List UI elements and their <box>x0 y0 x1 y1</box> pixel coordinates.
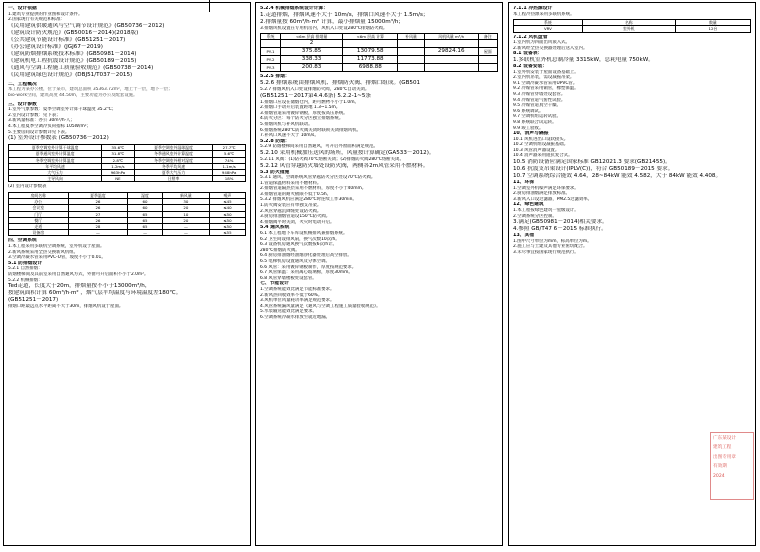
exhaust-item: (GB51251－2017第4.4.6条) 5.2.2-1~5条 <box>260 92 372 99</box>
exhaust-item: 5.2.7 排烟风机入口处设排烟防火阀，280℃自动关闭。 <box>260 86 370 92</box>
vent-item: 七、节能设计 <box>260 281 289 287</box>
vent-item: 6.3 设备机房通风换气次数按6次/h计。 <box>260 242 337 248</box>
exhaust-item: 2.排烟口手动开启装置距地 1.3~1.5m。 <box>260 105 341 111</box>
table-row: 大气压力 963hPa 夏季大气压力 948hPa <box>9 169 246 175</box>
vent-item: 6.6 风管：采用镀锌钢板制作，厚度按规范要求。 <box>260 264 357 270</box>
table-row: PY-1 375.85 13079.58 29824.16 屋面 <box>261 48 498 56</box>
calc-item: 2.排烟量按 60m³/h·m² 计算，最小排烟量 15000m³/h； <box>260 18 405 25</box>
table-header-row: 房间名称 夏季温度 湿度 新风量 噪声 <box>9 192 246 198</box>
stamp-line: 出图专用章 <box>713 454 736 460</box>
pressurization-item: 5.2.9 防烟楼梯间采用自然通风，可开启外窗面积满足规范。 <box>260 144 378 150</box>
param-item: 5.主要房间设计参数详见下表。 <box>8 129 70 135</box>
smoke-item: 防烟楼梯间及其前室采用自然通风方式，外窗可开启面积不小于2.0m²。 <box>8 271 149 277</box>
table-row: PY-2 338.33 11773.88 <box>261 56 498 64</box>
source-text: 本工程冷热源采用多联机系统。 <box>513 11 575 17</box>
table-row: 办公 26 60 30 ≤45 <box>9 199 246 205</box>
ref-item: 《民用建筑绿色设计规范》(DBJ51/T037－2015) <box>8 71 133 78</box>
note-line: 13、其他 <box>513 233 535 239</box>
exhaust-heading: 5.2.5 排烟： <box>260 74 290 80</box>
note-line: 12、绿色建筑 <box>513 202 544 208</box>
note-line: 3.未尽事宜按国家现行规范执行。 <box>513 250 579 255</box>
pressurization-item: 5.2.10 采用机械加压送风的场所，风量按计算确定(GA533－2012)。 <box>260 149 435 156</box>
ref-item: 《民用建筑供暖通风与空气调节设计规范》(GB50736－2012) <box>8 22 165 29</box>
table-header-row: 系统 <6m 层高 排烟量 <6m 层高 计算 补风量 风机风量 m³/h 备注 <box>261 34 498 40</box>
smoke-item: 按建筑面积计算 60m³/h·m² ，烟气层平均温度与环境温度差180℃。 <box>8 290 182 297</box>
table-row: 设备房 — — — ≤55 <box>9 230 246 236</box>
exhaust-item: 5.排烟风机与补风机联动。 <box>260 121 313 127</box>
approval-stamp <box>710 432 754 500</box>
fire-item: 2.排烟管道隔热层采用不燃材料，厚度不小于40mm。 <box>260 186 367 192</box>
stamp-line: 有效期 <box>713 464 727 470</box>
exhaust-item: 3.排烟管道采用镀锌钢板，厚度按高压系统。 <box>260 110 348 116</box>
exhaust-item: 1.排烟口应设在储烟仓内，距可燃物不小于1.0m。 <box>260 99 359 105</box>
exhaust-item: 7.补风口风速不大于 10m/s。 <box>260 133 319 139</box>
table-row: 会议室 26 60 20 ≤40 <box>9 205 246 211</box>
vent-item: 6.5 电梯机房设置通风及分体空调。 <box>260 259 330 265</box>
fire-item: 4.排烟阀平时关闭，火灾时电动开启。 <box>260 219 335 225</box>
notes-column-1 <box>3 2 251 546</box>
table-row: 门厅 27 65 10 ≤50 <box>9 211 246 217</box>
system-item: 3.空调冷凝水管采用PVC-U管，坡度不小于0.01。 <box>8 255 106 261</box>
note-line: 10.5 消防设备应满足国家标准 GB12021.3 要求(GB21455)。 <box>513 159 671 166</box>
note-line: 10.6 抗震支吊架设计(IPLV(C))，符合 GB50189－2015 要求。 <box>513 166 674 173</box>
note-line: 3.新风入口设过滤器，PM2.5过滤效率。 <box>513 196 593 202</box>
note-line: 8.1 设备表： <box>513 51 543 57</box>
ref-item: 《建筑机电工程抗震设计规范》(GB50189－2015) <box>8 57 137 64</box>
system-item: 1.本工程采用多联机空调系统，室外机设于屋面。 <box>8 243 105 249</box>
smoke-item: 5.2.1 自然排烟： <box>8 266 43 272</box>
table-row: VRV 室外机 12台 <box>514 26 751 32</box>
system-item: 2.新风系统采用全热交换新风机组。 <box>8 249 79 255</box>
note-line: 9.1 空调冷凝水管采用UPVC管。 <box>513 80 578 86</box>
note-line: 1.室外机安装于屋面设备基础上。 <box>513 69 579 75</box>
fire-item: 1.防火阀安装应有单独支吊架。 <box>260 203 322 209</box>
exhaust-item: 4.防火分区：每个防火分区独立排烟系统。 <box>260 116 344 122</box>
note-line: 9.5 冷媒管道真空干燥。 <box>513 103 561 109</box>
vent-item: 6.4 厨房排油烟经油烟净化器处理后高空排放。 <box>260 253 352 259</box>
ref-item: 《办公建筑设计标准》(JGJ67－2019) <box>8 43 103 50</box>
stamp-line: 2024 <box>713 473 725 479</box>
table-row: 年平均风速 1.2m/s 冬季平均风速 1.1m/s <box>9 163 246 169</box>
param-item: 4.本工程夏季空调冷负荷指标 105W/m²； <box>8 123 91 129</box>
vent-item: 5.水泵输送能效比满足要求。 <box>260 309 317 315</box>
note-line: 4.参照 GB/T47 6－2015 标准执行。 <box>513 226 607 233</box>
smoke-item: (GB51251－2017) <box>8 297 59 304</box>
param-item: 2.室内设计参数：见下表； <box>8 112 61 118</box>
stamp-line: 建筑工程 <box>713 445 732 451</box>
note-line: 2.新风经全热交换器处理后送入室内。 <box>513 45 588 51</box>
fcu-heading: 7.1.2 风机盘管 <box>513 34 548 40</box>
note-line: 10.2 空调机组设减振基础。 <box>513 142 569 148</box>
note-line: 1.空调室外机噪声满足环保要求。 <box>513 185 579 191</box>
exhaust-item: 5.2.6 排烟系统由排烟风机、排烟防火阀、排烟口组成。(GB501 <box>260 79 421 86</box>
ref-item: 2.国家现行有关规范和标准： <box>8 17 65 23</box>
note-line: 10.1 风机进出口设软接头。 <box>513 136 569 142</box>
smoke-item: 5.2.2 机械排烟： <box>8 277 43 283</box>
exhaust-item: 6.排烟系统280℃防火阀关闭时联锁关闭排烟风机。 <box>260 127 361 133</box>
ref-item: 1.建筑专业提供的作业图和设计条件。 <box>8 11 83 17</box>
note-line: 9.2 冷媒管采用铜管，橡塑保温。 <box>513 86 579 92</box>
note-line: 10、消声与隔振 <box>513 131 549 137</box>
ref-item: 《建筑防烟排烟系统技术标准》(GB50981－2014) <box>8 50 137 57</box>
ref-item: 《公共建筑节能设计标准》(GB51251－2017) <box>8 36 126 43</box>
project-text: 本工程为某办公楼，位于某市，建筑总面积 35363.72m²，地上十一层，地下一层； <box>8 87 173 93</box>
equipment-table <box>513 19 751 32</box>
table-sub-row: 2 <box>261 40 498 48</box>
system-heading: 四、空调系统 <box>8 238 37 244</box>
indoor-params-table <box>8 192 246 236</box>
pressurization-heading: 5.2.8 防烟： <box>260 138 290 144</box>
vent-item: 6.2 卫生间设排风扇，换气次数10次/h。 <box>260 236 340 242</box>
note-line: 1.本工程按绿色建筑一星级设计。 <box>513 208 579 214</box>
note-line: 2.施工应与土建及其他专业密切配合。 <box>513 244 588 250</box>
design-basis-heading: 一、设计依据 <box>8 6 37 11</box>
table-row: 夏季通风室外计算温度 31.8℃ 冬季通风室外计算温度 5.6℃ <box>9 151 246 157</box>
stamp-line: 广东某设计 <box>713 436 736 441</box>
table-row: 走道 28 65 — ≤50 <box>9 223 246 229</box>
note-line: 11、环保 <box>513 180 535 186</box>
params-heading: 三、设计参数 <box>8 101 37 107</box>
note-line: 8.2 设备安装： <box>513 63 548 69</box>
vent-item: 6.空调系统冷凝水排放至就近地漏。 <box>260 314 331 320</box>
note-line: 2.厨房排油烟满足排放标准。 <box>513 191 570 197</box>
table1-title: (1) 室外设计参数表 (GB50736－2012) <box>8 135 109 142</box>
note-line: 1.室内机为四面出风嵌入式。 <box>513 40 570 46</box>
note-line: 10.3 风管消声器设置。 <box>513 147 560 153</box>
exhaust-calc-table <box>260 33 498 72</box>
outdoor-params-table <box>8 144 246 182</box>
vent-item: 2.新风热回收效率不低于60%。 <box>260 292 323 298</box>
notes-column-2 <box>255 2 503 546</box>
note-line: 3.满足(GB50981－2014)相关要求。 <box>513 219 608 226</box>
note-line: 9.7 空调机组运转试验。 <box>513 114 561 120</box>
vent-item: 6.8 风管穿墙楼板处设套管。 <box>260 275 317 281</box>
note-line: 2.空调系统分区控制。 <box>513 213 557 219</box>
table-row: 冬季空调室外计算温度 2.8℃ 冬季空调室外相对湿度 74% <box>9 157 246 163</box>
note-line: 9.3 冷媒管穿墙处设套管。 <box>513 91 566 97</box>
ref-list <box>8 12 246 79</box>
vent-item: 6.7 风管保温：采用离心玻璃棉，厚度30mm。 <box>260 270 353 276</box>
fire-item: 5.4 通风系统 <box>260 225 290 231</box>
fire-heading: 5.3 防火措施 <box>260 169 290 175</box>
smoke-heading: 5.1 防排烟设计 <box>8 260 43 266</box>
table-row: 主导风向 NE 日照率 18% <box>9 176 246 182</box>
table2-title: (2) 室内设计参数表 <box>8 184 47 190</box>
smoke-item: 排烟口距最远点水平距离不大于30m，排烟风机设于屋面。 <box>8 304 124 310</box>
note-line: 1.图中尺寸单位为mm，标高单位为m。 <box>513 238 592 244</box>
note-line: 9.6 系统调试。 <box>513 108 544 114</box>
project-text: bio-work空间，建筑高度 44.50m，主要功能为办公及配套设施。 <box>8 92 138 98</box>
note-line: 9.9 竣工验收。 <box>513 125 544 131</box>
fire-item: 3.排烟管道的耐火极限不低于0.5h。 <box>260 191 332 197</box>
fire-item: 3.厨房排油烟管道设150℃防火阀。 <box>260 214 331 220</box>
param-item: 3.新风量标准：办公 30m³/h·人； <box>8 118 75 124</box>
fire-item: 2.风管穿越沉降缝处设防火阀。 <box>260 208 322 214</box>
project-heading: 二、工程概况 <box>8 81 37 87</box>
table-header-row: 系统 名称 数量 <box>514 20 751 26</box>
note-line: 9.8 系统联合试运转。 <box>513 119 557 125</box>
table-row: 夏季空调室外计算干球温度 35.6℃ 夏季空调室外湿球温度 27.7℃ <box>9 145 246 151</box>
ref-item: 《通风与空调工程施工质量验收规范》(GB50738－2014) <box>8 64 154 71</box>
table-row: 餐厅 26 65 20 ≤50 <box>9 217 246 223</box>
table-row: PY-3 200.83 6988.88 <box>261 64 498 72</box>
vent-item: 6.1 本工程地下车库设机械排风兼排烟系统。 <box>260 231 348 237</box>
note-line: 9.4 冷媒管道气密性试验。 <box>513 97 566 103</box>
source-heading: 7.1.1 冷热源设计 <box>513 6 553 11</box>
calc-item: 3.排烟风机设置在专用机房内，风机入口处设280℃排烟防火阀。 <box>260 25 388 31</box>
pressurization-item: 5.2.12 风管穿越防火墙处设防火阀，两侧各2m风管采用不燃材料。 <box>260 162 429 169</box>
ref-item: 《建筑设计防火规范》(GB50016－2014)(2018版) <box>8 29 139 36</box>
vent-item: 4.风管系统漏风量满足《通风与空调工程施工质量验收规范》。 <box>260 303 381 309</box>
vent-item: 1.空调系统能效比满足节能标准要求。 <box>260 286 335 292</box>
vent-item: 280℃排烟防火阀。 <box>260 247 300 253</box>
calc-heading: 5.2.4 机械排烟系统设计计算： <box>260 6 329 11</box>
fire-item: 5.3.2 排烟风机应满足280℃时连续工作30min。 <box>260 197 357 203</box>
smoke-item: Ted走道，长度大于20m，排烟量按不小于13000m³/h， <box>8 283 151 290</box>
pressurization-item: 5.2.11 风阀：(1)防火阀70℃熔断关闭；(2)排烟防火阀280℃熔断关闭。 <box>260 156 404 162</box>
param-item: 1.室外气象参数：夏季空调室外计算干球温度 35.2℃； <box>8 107 117 113</box>
note-line: 2.室内机吊装，需设减振吊架。 <box>513 75 575 81</box>
calc-item: 1.走道排烟，排烟风速不大于 10m/s，排烟口风速不大于 1.5m/s； <box>260 11 429 18</box>
note-line: 1.多联机室外机总制冷量 3315kW，总耗电量 750kW。 <box>513 56 654 63</box>
vent-item: 3.风机单位风量耗功率满足规范要求。 <box>260 298 335 304</box>
note-line: 10.7 空调系统综合能效 4.64，28~84kW 能效 4.582，大于 84kW 能效 4.408。 <box>513 173 722 180</box>
fire-item: 1.管道保温材料采用不燃材料。 <box>260 180 322 186</box>
note-line: 10.4 消声器采用阻抗复合式。 <box>513 153 573 159</box>
fire-item: 5.3.1 通风、空调系统风管穿越防火分区处设70℃防火阀。 <box>260 175 376 181</box>
